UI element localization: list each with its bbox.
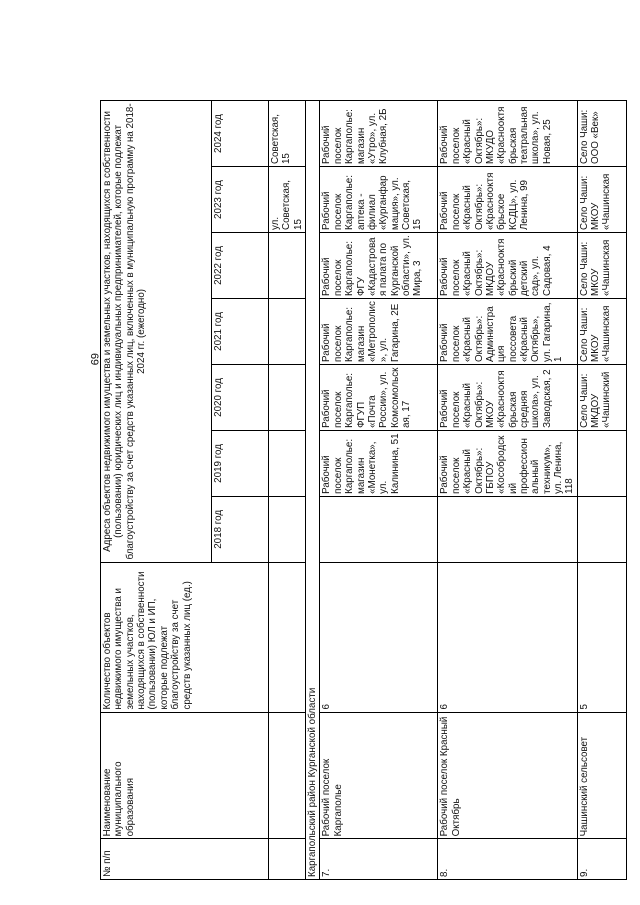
cell-2022: Рабочий поселок «Красный Октябрь»: МКДОУ «Краснооктябрьский детский сад», ул. Садовая, 4 xyxy=(438,233,577,299)
header-year-2020: 2020 год xyxy=(212,364,269,430)
cell-2021: Село Чаши: МКОУ «Чашинская xyxy=(577,298,626,364)
cell-2019: Рабочий поселок Каргаполье: магазин «Монетка», ул. Калинина, 51 xyxy=(320,430,438,496)
header-year-2022: 2022 год xyxy=(212,233,269,299)
table-row xyxy=(320,101,438,880)
header-year-2018: 2018 год xyxy=(212,496,269,562)
cell-2020: Рабочий поселок «Красный Октябрь»: МКОУ «Краснооктябрьская средняя школа», ул. Заводская, 2 xyxy=(438,364,577,430)
row-name: Рабочий поселок Каргаполье xyxy=(320,712,438,839)
row-count: 6 xyxy=(320,562,438,712)
row-num: 9. xyxy=(577,839,626,880)
cell-2021: Рабочий поселок Каргаполье: магазин «Метрополис», ул. Гагарина, 2Е xyxy=(320,298,438,364)
cell-2022: Рабочий поселок Каргаполье: ФГУ «Кадастровая палата по Курганской области», ул. Мира, 3 xyxy=(320,233,438,299)
row-num: 7. xyxy=(320,839,438,880)
table-row xyxy=(269,101,306,880)
header-year-2019: 2019 год xyxy=(212,430,269,496)
cell-2022: Село Чаши: МКОУ «Чашинская xyxy=(577,233,626,299)
cell-2019: Рабочий поселок «Красный Октябрь»: ГБПОУ «Кособродский профессиональный техникум», ул. Ленина, 118 xyxy=(438,430,577,496)
cell-2020: Рабочий поселок Каргаполье: ФГУП «Почта России», ул. Комсомольская, 17 xyxy=(320,364,438,430)
cell-2021: Рабочий поселок «Красный Октябрь»: Администрация поссовета «Красный Октябрь», ул. Гагарина, 1 xyxy=(438,298,577,364)
header-count: Количество объектов недвижимого имущества и земельных участков, находящихся в собственности (пользовании) ЮЛ и ИП, которые подлежат благоустройству за счет средств указанных лиц (ед.) xyxy=(101,562,269,712)
row-name: Рабочий поселок Красный Октябрь xyxy=(438,712,577,839)
cell-2019 xyxy=(577,430,626,496)
table-row xyxy=(438,101,577,880)
header-year-2024: 2024 год xyxy=(212,101,269,167)
cell-2018 xyxy=(320,496,438,562)
prev-cell-2023: ул. Советская, 15 xyxy=(269,167,306,233)
cell-2024: Село Чаши: ООО «Век» xyxy=(577,101,626,167)
objects-table xyxy=(100,100,627,880)
prev-cell-2024: Советская, 15 xyxy=(269,101,306,167)
header-name: Наименование муниципального образования xyxy=(101,712,269,839)
cell-2023: Рабочий поселок «Красный Октябрь»: «Краснооктябрьское КСДЦ», ул. Ленина, 99 xyxy=(438,167,577,233)
cell-2023: Село Чаши: МКОУ «Чашинская xyxy=(577,167,626,233)
header-year-2021: 2021 год xyxy=(212,298,269,364)
row-count: 5 xyxy=(577,562,626,712)
header-num: № п/п xyxy=(101,839,269,880)
cell-2023: Рабочий поселок Каргаполье: аптека - филиал «Курганфармация», ул. Советская, 15 xyxy=(320,167,438,233)
page-number: 69 xyxy=(88,353,100,366)
table-row xyxy=(577,101,626,880)
region-title: Каргапольский район Курганской области xyxy=(306,101,320,880)
row-num: 8. xyxy=(438,839,577,880)
header-addresses: Адреса объектов недвижимого имущества и земельных участков, находящихся в собственности (пользовании) юридических лиц и индивидуальных предпринимателей, которые подлежат благоустройству за счет средств указанных лиц, включенных в муниципальную программу на 2018-2024 гг. (ежегодно) xyxy=(101,101,212,563)
cell-2024: Рабочий поселок «Красный Октябрь»: МКУДО «Краснооктябрьская театральная школа», ул. Новая, 25 xyxy=(438,101,577,167)
cell-2020: Село Чаши: МКДОУ «Чашинский xyxy=(577,364,626,430)
region-row xyxy=(306,101,320,880)
row-count: 6 xyxy=(438,562,577,712)
cell-2018 xyxy=(438,496,577,562)
cell-2024: Рабочий поселок Каргаполье: магазин «Утро», ул. Клубная, 2Б xyxy=(320,101,438,167)
rotated-page xyxy=(100,100,613,880)
row-name: Чашинский сельсовет xyxy=(577,712,626,839)
header-year-2023: 2023 год xyxy=(212,167,269,233)
table-header-row xyxy=(101,101,212,880)
cell-2018 xyxy=(577,496,626,562)
